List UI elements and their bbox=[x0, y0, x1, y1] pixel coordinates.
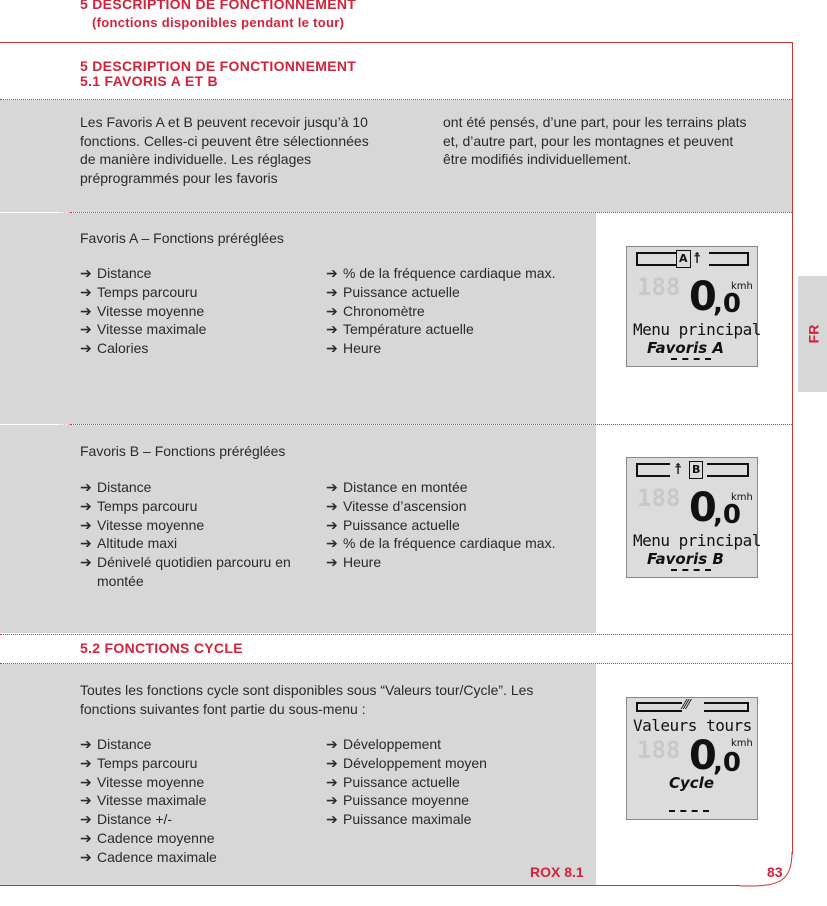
speed-unit: kmh bbox=[731, 281, 753, 292]
frame-bottom-line bbox=[0, 885, 740, 886]
section-subtitle: 5.1 FAVORIS A ET B bbox=[80, 73, 218, 89]
lcd-ghost-digits: 188 bbox=[637, 484, 681, 512]
lcd-dashes bbox=[671, 358, 711, 362]
speed-decimal: ,0 bbox=[713, 748, 741, 778]
lcd-dashes bbox=[671, 569, 711, 573]
speed-value: 0 bbox=[689, 733, 717, 779]
device-display-cycle bbox=[626, 697, 758, 820]
speed-unit: kmh bbox=[731, 738, 753, 749]
cycle-left-list bbox=[80, 735, 310, 867]
list-item: ➔ Vitesse maximale bbox=[80, 321, 207, 338]
list-item: ➔ Temps parcouru bbox=[80, 497, 198, 514]
list-item: ➔ Vitesse moyenne bbox=[80, 773, 205, 790]
device-display-favoris-a bbox=[626, 246, 761, 367]
list-item: ➔ Chronomètre bbox=[326, 302, 425, 319]
list-item: ➔ Distance bbox=[80, 479, 152, 495]
list-item: ➔ Puissance actuelle bbox=[326, 516, 460, 533]
lcd-bar-left bbox=[636, 252, 676, 266]
intro-col1: Les Favoris A et B peuvent recevoir jusqu’à 10 fonctions. Celles-ci peuvent être sélectionnées de manière individuelle. Les réglages préprogrammés pour les favoris bbox=[80, 114, 369, 186]
list-item: ➔ Vitesse moyenne bbox=[80, 516, 205, 533]
lcd-menu-line: Valeurs tours bbox=[633, 716, 752, 735]
lcd-menu-line: Menu principal bbox=[633, 320, 761, 339]
frame-right-line bbox=[792, 42, 793, 854]
speed-unit: kmh bbox=[731, 492, 753, 503]
lcd-selection-line: Favoris B bbox=[647, 550, 724, 568]
lcd-selection-line: Cycle bbox=[669, 774, 714, 792]
list-item: ➔ Vitesse moyenne bbox=[80, 302, 205, 319]
cycle-intro: Toutes les fonctions cycle sont disponibles sous “Valeurs tour/Cycle”. Les fonctions suivantes font partie du sous-menu : bbox=[80, 682, 534, 717]
favorite-label: A bbox=[676, 250, 691, 268]
list-item: ➔ Puissance moyenne bbox=[326, 792, 470, 809]
lcd-bar-left bbox=[636, 702, 682, 712]
list-item: ➔ Distance en montée bbox=[326, 479, 468, 495]
speed-value: 0 bbox=[689, 485, 717, 531]
lcd-dashes bbox=[669, 810, 709, 814]
lcd-bar-right bbox=[707, 463, 749, 477]
divider bbox=[0, 634, 792, 635]
cycle-heading: 5.2 FONCTIONS CYCLE bbox=[80, 640, 243, 656]
favB-heading: Favoris B – Fonctions préréglées bbox=[80, 443, 286, 459]
favA-heading: Favoris A – Fonctions préréglées bbox=[80, 230, 284, 246]
favB-right-list bbox=[326, 478, 591, 572]
section-title: 5 DESCRIPTION DE FONCTIONNEMENT bbox=[80, 58, 357, 74]
list-item: ➔ Temps parcouru bbox=[80, 283, 198, 300]
list-item: ➔ Développement bbox=[326, 736, 442, 752]
running-header-title: 5 DESCRIPTION DE FONCTIONNEMENT bbox=[80, 0, 357, 12]
language-tab bbox=[798, 276, 827, 392]
lcd-ghost-digits: 188 bbox=[637, 273, 681, 301]
rider-icon: ☨ bbox=[693, 249, 702, 267]
intro-col2: ont été pensés, d’une part, pour les terrains plats et, d’autre part, pour les montagnes et peuvent être modifiés individuellement. bbox=[443, 114, 747, 167]
list-item: ➔ Cadence moyenne bbox=[80, 829, 215, 846]
lcd-menu-line: Menu principal bbox=[633, 531, 761, 550]
list-item: ➔ Distance +/- bbox=[80, 811, 173, 828]
list-item: ➔ Distance bbox=[80, 736, 152, 752]
list-item: ➔ Cadence maximale bbox=[80, 848, 217, 865]
lcd-selection-line: Favoris A bbox=[647, 339, 725, 357]
list-item: ➔ Temps parcouru bbox=[80, 754, 198, 771]
favA-right-list bbox=[326, 264, 591, 358]
list-item: ➔ Distance bbox=[80, 265, 152, 281]
lcd-bar-right bbox=[709, 252, 749, 266]
language-tab-label: FR bbox=[805, 324, 822, 344]
running-header-subtitle: (fonctions disponibles pendant le tour) bbox=[92, 15, 345, 30]
frame-top-line bbox=[0, 42, 792, 43]
favorite-label: B bbox=[689, 461, 703, 479]
list-item: ➔ Calories bbox=[80, 340, 149, 357]
footer-product: ROX 8.1 bbox=[530, 864, 584, 880]
list-item: ➔ % de la fréquence cardiaque max. bbox=[326, 265, 556, 281]
device-display-favoris-b bbox=[626, 457, 761, 578]
list-item: ➔ Vitesse d’ascension bbox=[326, 497, 467, 514]
lcd-ghost-digits: 188 bbox=[637, 736, 681, 764]
favB-left-list bbox=[80, 478, 295, 591]
speed-value: 0 bbox=[689, 274, 717, 320]
lcd-bar-left bbox=[636, 463, 670, 477]
lcd-bar-right bbox=[704, 702, 749, 712]
list-item: ➔ Développement moyen bbox=[326, 754, 487, 771]
list-item: ➔ Heure bbox=[326, 340, 382, 357]
rider-icon: ☨ bbox=[674, 460, 683, 478]
list-item: ➔ Puissance actuelle bbox=[326, 283, 460, 300]
list-item: ➔ Puissance actuelle bbox=[326, 773, 460, 790]
list-item: ➔ Température actuelle bbox=[326, 321, 474, 338]
list-item: ➔ Altitude maxi bbox=[80, 535, 178, 552]
list-item: ➔ Heure bbox=[326, 554, 382, 571]
footer-page-number: 83 bbox=[767, 864, 783, 880]
speed-decimal: ,0 bbox=[713, 500, 741, 530]
cycle-right-list bbox=[326, 735, 591, 829]
list-item: ➔ Vitesse maximale bbox=[80, 792, 207, 809]
lap-icon: ⁄⁄⁄ bbox=[683, 698, 690, 713]
list-item: ➔ Dénivelé quotidien parcouru en montée bbox=[80, 554, 291, 589]
list-item: ➔ Puissance maximale bbox=[326, 811, 472, 828]
favA-left-list bbox=[80, 264, 310, 358]
speed-decimal: ,0 bbox=[713, 289, 741, 319]
list-item: ➔ % de la fréquence cardiaque max. bbox=[326, 535, 556, 552]
